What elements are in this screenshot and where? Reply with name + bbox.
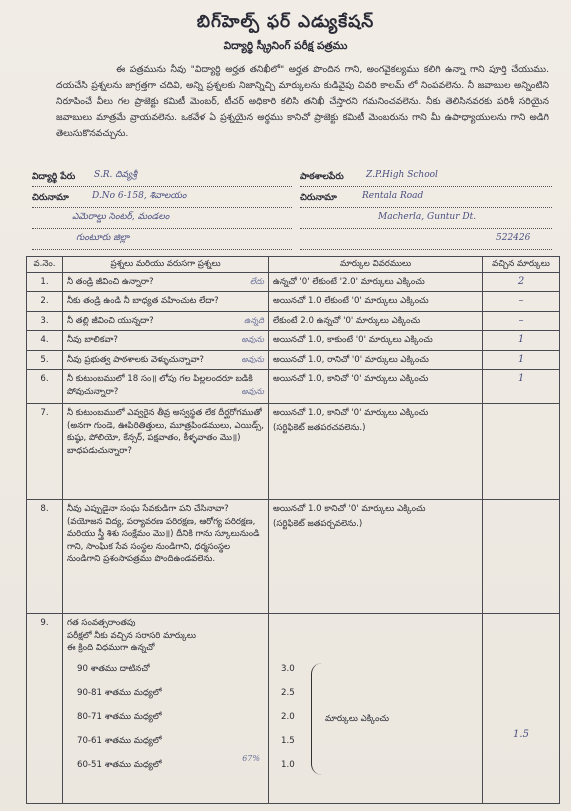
- grade-range: 70-61 శాతము మధ్యలో: [77, 735, 162, 746]
- row-explanation: [269, 404, 483, 500]
- row-mark[interactable]: [483, 292, 560, 312]
- school-address-line3-field[interactable]: [300, 212, 552, 229]
- question-line: పరీక్షలో నీకు వచ్చిన సరాసరి మార్కులు: [67, 630, 196, 641]
- row-explanation: అయినచో 1.0, కానిచో '0' మార్కులు ఎక్కించు: [269, 370, 483, 404]
- address-label: చిరునామా: [32, 193, 69, 203]
- row-number: 1.: [27, 272, 63, 292]
- row-mark[interactable]: [483, 614, 560, 804]
- row-question: నీ కుటుంబములో ఎవ్వరైన తీవ్ర అస్వస్థత లేక దీర్ఘరోగముతో (అనగా గుండె, ఊపిరితిత్తులు, మూత్రపిండములు, ఎయిడ్స్, కుష్ఠు, పోలియో, కేన్సర్, పక్షవాతం, కీళ్ళవాతం మొ॥) బాధపడుచున్నారా?: [63, 404, 269, 500]
- row-mark[interactable]: [483, 272, 560, 292]
- explanation-text: అయినచో 1.0, కానిచో '0' మార్కులు ఎక్కించు: [273, 408, 429, 418]
- grade-range: 90 శాతము దాటినచో: [77, 663, 150, 674]
- grade-range: 60-51 శాతము మధ్యలో: [77, 759, 162, 770]
- address-line3-value: ఎమెరాల్డు సెంటర్, మండలం: [72, 212, 170, 222]
- field-row-name: [32, 170, 552, 191]
- table-row: [27, 350, 560, 370]
- row-question: [63, 292, 269, 312]
- mark-value: –: [518, 314, 524, 326]
- handwritten-answer: అవును: [241, 354, 264, 364]
- row-explanation: [269, 614, 483, 804]
- question-text: నీవు బాలికవా?: [67, 335, 118, 345]
- handwritten-answer: అవును: [241, 386, 264, 396]
- certificate-note: (సర్టిఫికెట్ జతపర్చవలెను.): [273, 518, 363, 529]
- grade-value: 3.0: [281, 664, 295, 674]
- row-explanation: అయినచో 1.0, రానిచో '0' మార్కులు ఎక్కించు: [269, 350, 483, 370]
- row-number: 7.: [27, 404, 63, 500]
- school-address-value: Rentala Road: [362, 191, 424, 201]
- row-mark[interactable]: [483, 500, 560, 614]
- handwritten-answer: అవును: [241, 335, 264, 344]
- row-mark[interactable]: [483, 350, 560, 370]
- address-value: D.No 6-158, శివాలయం: [92, 191, 187, 201]
- handwritten-answer: ఉన్నది: [243, 315, 264, 325]
- grade-note: మార్కులు ఎక్కించు: [325, 714, 390, 724]
- grade-value: 2.0: [281, 712, 295, 722]
- question-text: నీకు తండ్రి ఉండి నీ బాధ్యత వహించుట లేదా?: [67, 296, 219, 306]
- student-name-field[interactable]: [32, 170, 292, 187]
- screening-table: [26, 256, 560, 804]
- mark-value: 1: [517, 353, 525, 365]
- grade-ranges: [67, 655, 264, 795]
- grade-value: 1.0: [281, 760, 295, 770]
- field-row-address3: [32, 212, 552, 233]
- row-number: 2.: [27, 292, 63, 312]
- certificate-note: (సర్టిఫికెట్ జతపరచవలెను.): [273, 422, 366, 433]
- row-explanation: అయినచో 1.0 లేకుంటే '0' మార్కులు ఎక్కించు: [269, 292, 483, 312]
- field-row-address4: [32, 233, 552, 254]
- question-text: నీ తండ్రి జీవించి ఉన్నారా?: [67, 276, 154, 287]
- explanation-text: అయినచో 1.0 కానిచో '0' మార్కులు ఎక్కించు: [273, 504, 426, 514]
- table-row: [27, 272, 560, 292]
- handwritten-percentage: 67%: [242, 753, 260, 763]
- mark-value: 1: [517, 334, 525, 345]
- row-question: [63, 272, 269, 292]
- grade-value: 1.5: [281, 736, 295, 746]
- question-line: గత సంవత్సరాంతపు: [67, 618, 136, 628]
- header-no: వ.నెం.: [27, 257, 63, 273]
- school-name-value: Z.P.High School: [366, 170, 438, 180]
- question-line: ఈ క్రింది విధముగా ఉన్నచో: [67, 643, 155, 653]
- row-explanation: ఉన్నచో '0' లేకుంటే '2.0' మార్కులు ఎక్కించు: [269, 272, 483, 292]
- grade-value: 2.5: [281, 688, 295, 698]
- row-question: [63, 350, 269, 370]
- row-number: 3.: [27, 311, 63, 331]
- row-number: 9.: [27, 614, 63, 804]
- row-mark[interactable]: [483, 370, 560, 404]
- table-row: [27, 500, 560, 614]
- row-number: 6.: [27, 370, 63, 404]
- row-question: [63, 370, 269, 404]
- school-address-label: చిరునామా: [300, 193, 337, 203]
- school-address-line4-field[interactable]: [300, 233, 552, 250]
- field-row-address: [32, 191, 552, 212]
- table-row: [27, 311, 560, 331]
- student-name-label: విద్యార్థి పేరు: [32, 172, 76, 182]
- address-field[interactable]: [32, 191, 292, 208]
- header-explanation: మార్కుల వివరములు: [269, 257, 483, 273]
- row-explanation: అయినచో 1.0, కాకుంటే '0' మార్కులు ఎక్కించు: [269, 331, 483, 351]
- table-row: [27, 331, 560, 351]
- table-row-grades: [27, 614, 560, 804]
- row-question: [63, 331, 269, 351]
- header-question: ప్రశ్నలు మరియు వరుసగా ప్రశ్నలు: [63, 257, 269, 273]
- intro-paragraph: ఈ పత్రమును నీవు "విద్యార్థి అర్హత తనిఖీలో" అర్హత పొందిన గాని, అంగవైకల్యము కలిగి ఉన్నా గాని పూర్తి చేయుము. దయచేసి ప్రశ్నలను జాగ్రత్తగా చదివి, అన్ని ప్రశ్నలకు నిజాన్నిచ్చి మార్కులను కుడివైపు చివరి కాలమ్ లో నింపవలెను. నీ జవాబుల అన్నింటిని నిరూపించే వీలు గల ప్రాజెక్టు కమిటీ మెంబర్, టీచర్ అధికారి కలిసి తనిఖీ చేస్తారని గమనించవలెను. నీకు తెలిసినవరకు పరిశీ సరియైన జవాబులు మాత్రమే వ్రాయవలెను. ఒకవేళ ఏ ప్రశ్నయైన అర్థము కానిచో ప్రాజెక్టు కమిటీ మెంబరును గాని మీ ఉపాధ్యాయులను గాని అడిగి తెలుసుకొనవచ్చును.: [56, 64, 549, 139]
- school-name-field[interactable]: [300, 170, 552, 187]
- row-mark[interactable]: [483, 311, 560, 331]
- question-text: నీ కుటుంబములో 18 సం॥ లోపు గల పిల్లలందరూ బడికి పోవుచున్నారా?: [67, 374, 253, 397]
- table-row: [27, 292, 560, 312]
- row-number: 8.: [27, 500, 63, 614]
- student-details: [32, 170, 552, 254]
- grade-range: 90-81 శాతము మధ్యలో: [77, 687, 162, 698]
- question-text: నీ తల్లి జీవించి యున్నదా?: [67, 315, 154, 326]
- row-number: 4.: [27, 331, 63, 351]
- address-line4-value: గుంటూరు జిల్లా: [76, 233, 130, 243]
- mark-value: 2: [517, 275, 525, 287]
- handwritten-answer: లేదు: [249, 276, 264, 286]
- row-explanation: లేకుంటే 2.0 ఉన్నచో '0' మార్కులు ఎక్కించు: [269, 311, 483, 331]
- mark-value: 1.5: [513, 729, 529, 740]
- grade-range: 80-71 శాతము మధ్యలో: [77, 711, 162, 722]
- address-line4-field[interactable]: [32, 233, 292, 250]
- row-question: [63, 614, 269, 804]
- address-line3-field[interactable]: [32, 212, 292, 229]
- school-address-line4-value: 522426: [496, 233, 531, 243]
- school-name-label: పాఠశాలపేరు: [300, 172, 344, 182]
- row-question: [63, 311, 269, 331]
- row-mark[interactable]: [483, 404, 560, 500]
- header-marks: వచ్చిన మార్కులు: [483, 257, 560, 273]
- student-name-value: S.R. దివ్యశ్రీ: [94, 170, 137, 180]
- page-title: బిగ్‌హెల్ప్ ఫర్ ఎడ్యుకేషన్: [196, 12, 375, 32]
- school-address-field[interactable]: [300, 191, 552, 208]
- school-address-line3-value: Macherla, Guntur Dt.: [378, 212, 477, 222]
- table-header-row: [27, 257, 560, 273]
- grade-values: [273, 655, 478, 795]
- table-row: [27, 404, 560, 500]
- mark-value: 1: [517, 373, 525, 384]
- row-mark[interactable]: [483, 331, 560, 351]
- mark-value: –: [518, 295, 524, 306]
- table-row: [27, 370, 560, 404]
- row-number: 5.: [27, 350, 63, 370]
- grade-bracket: [311, 663, 322, 775]
- page-subtitle: విద్యార్థి స్క్రీనింగ్ పరీక్ష పత్రము: [223, 40, 348, 52]
- row-question: నీవు ఎప్పుడైనా సంఘ సేవకుడిగా పని చేసినావా? (వయోజన విద్య, పర్యావరణ పరిరక్షణ, ఆరోగ్య పరిరక్షణ, మరియు స్త్రీ శిశు సంక్షేమం మొ॥) దీనికి గాను స్కూలునుండి గాని, సాంఘిక సేవ సంస్థల నుండిగాని, ధర్మసంస్థల నుండిగాని ప్రశంసాపత్రము పొందిఉండవలెను.: [63, 500, 269, 614]
- question-text: నీవు ప్రభుత్వ పాఠశాలకు వెళ్ళుచున్నావా?: [67, 354, 204, 365]
- row-explanation: [269, 500, 483, 614]
